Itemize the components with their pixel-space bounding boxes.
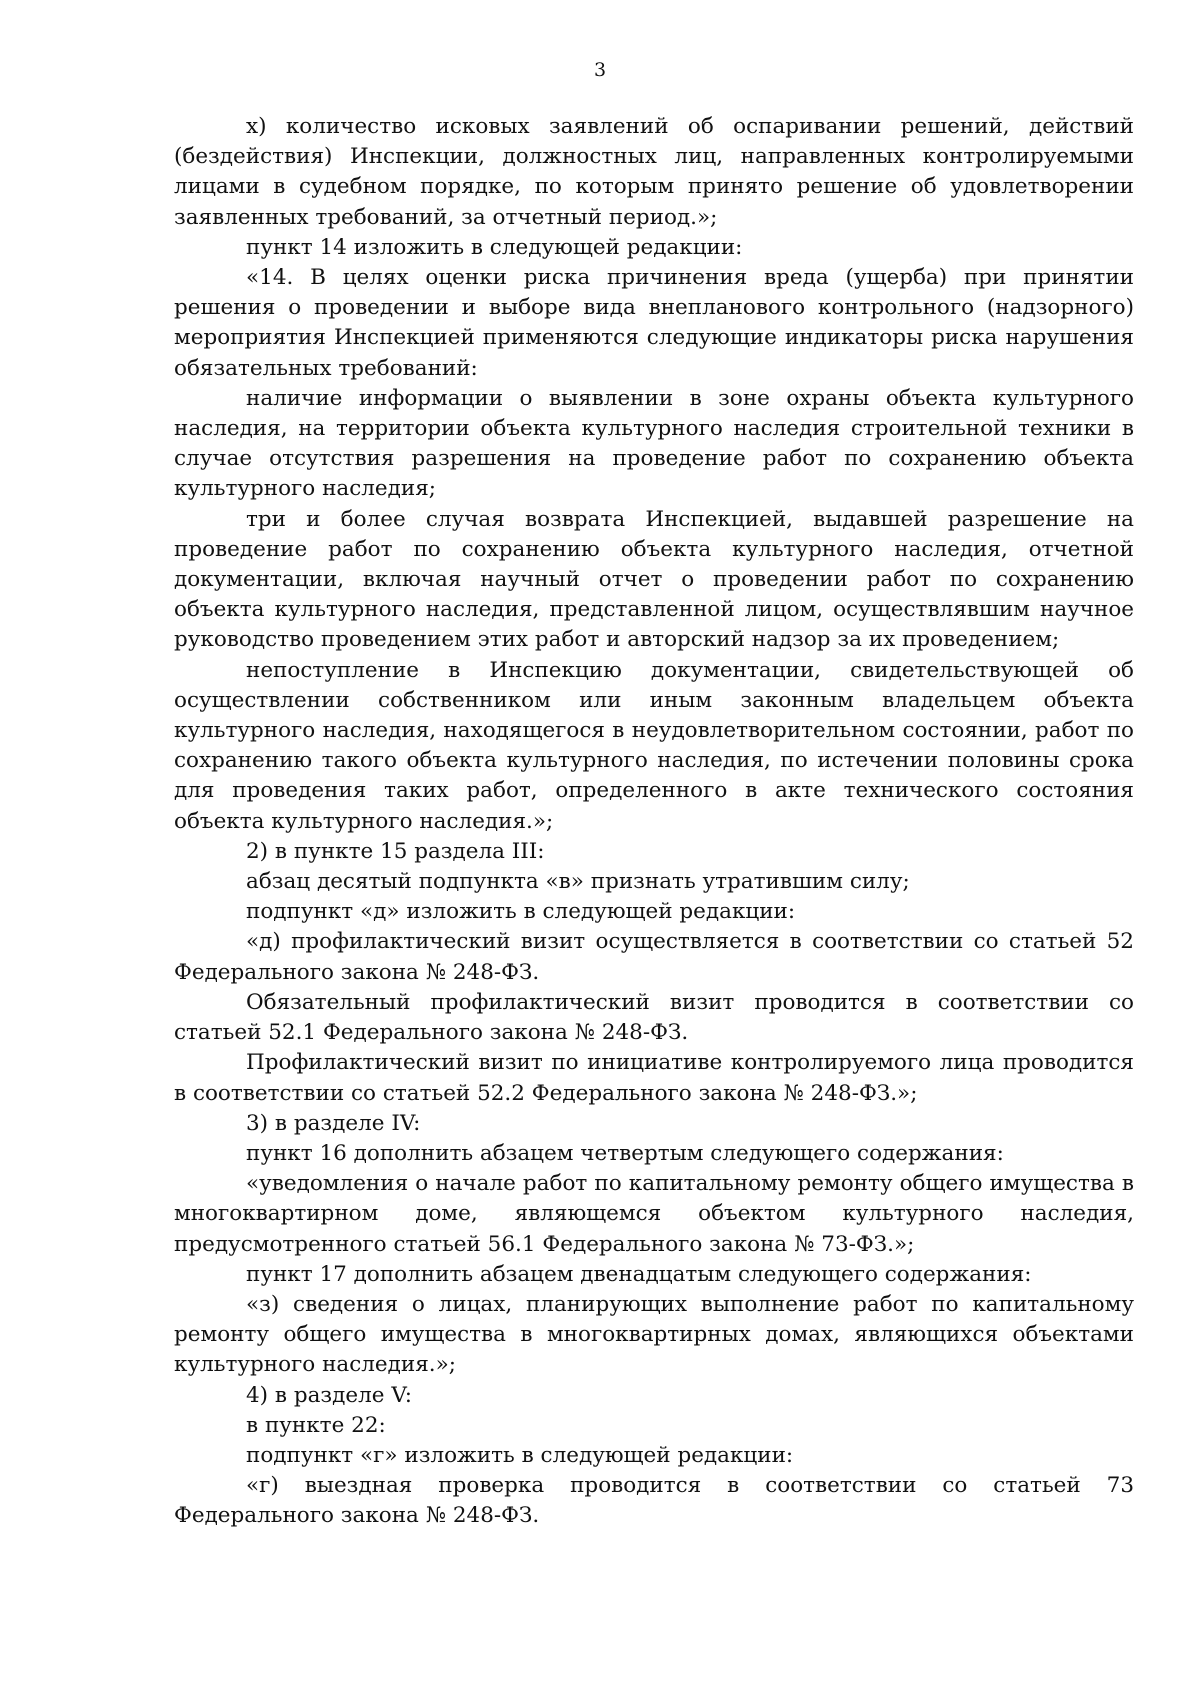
paragraph: «д) профилактический визит осуществляется в соответствии со статьей 52 Федерального закона № 248-ФЗ. [174, 929, 1134, 985]
paragraph: подпункт «д» изложить в следующей редакции: [246, 899, 796, 925]
paragraph: абзац десятый подпункта «в» признать утратившим силу; [246, 869, 910, 895]
paragraph: «з) сведения о лицах, планирующих выполнение работ по капитальному ремонту общего имущества в многоквартирных домах, являющихся объектами культурного наследия.»; [174, 1291, 1134, 1378]
paragraph: наличие информации о выявлении в зоне охраны объекта культурного наследия, на территории объекта культурного наследия строительной техники в случае отсутствия разрешения на проведение работ по сохранению объекта культурного наследия; [174, 385, 1134, 502]
paragraph: пункт 16 дополнить абзацем четвертым следующего содержания: [246, 1140, 1004, 1166]
paragraph: Обязательный профилактический визит проводится в соответствии со статьей 52.1 Федерального закона № 248-ФЗ. [174, 989, 1134, 1046]
paragraph: три и более случая возврата Инспекцией, выдавшей разрешение на проведение работ по сохранению объекта культурного наследия, отчетной документации, включая научный отчет о проведении работ по сохранению объекта культурного наследия, представленной лицом, осуществлявшим научное руководство проведением этих работ и авторский надзор за их проведением; [174, 506, 1134, 653]
paragraph: 3) в разделе IV: [246, 1110, 421, 1136]
paragraph: пункт 14 изложить в следующей редакции: [246, 234, 743, 260]
paragraph: подпункт «г» изложить в следующей редакции: [246, 1442, 794, 1468]
paragraph: Профилактический визит по инициативе контролируемого лица проводится в соответствии со статьей 52.2 Федерального закона № 248-ФЗ.»; [174, 1050, 1134, 1106]
document-body [174, 112, 1134, 1532]
page-number: 3 [593, 59, 607, 81]
paragraph: 4) в разделе V: [246, 1382, 412, 1408]
paragraph: пункт 17 дополнить абзацем двенадцатым следующего содержания: [246, 1261, 1032, 1287]
paragraph: «14. В целях оценки риска причинения вреда (ущерба) при принятии решения о проведении и выборе вида внепланового контрольного (надзорного) мероприятия Инспекцией применяются следующие индикаторы риска нарушения обязательных требований: [174, 265, 1134, 381]
paragraph: «уведомления о начале работ по капитальному ремонту общего имущества в многоквартирном доме, являющемся объектом культурного наследия, предусмотренного статьей 56.1 Федерального закона № 73-ФЗ.»; [174, 1171, 1134, 1257]
paragraph: «г) выездная проверка проводится в соответствии со статьей 73 Федерального закона № 248-ФЗ. [174, 1473, 1134, 1529]
paragraph: 2) в пункте 15 раздела III: [246, 838, 545, 864]
paragraph: в пункте 22: [246, 1412, 386, 1438]
paragraph: непоступление в Инспекцию документации, свидетельствующей об осуществлении собственником или иным законным владельцем объекта культурного наследия, находящегося в неудовлетворительном состоянии, работ по сохранению такого объекта культурного наследия, по истечении половины срока для проведения таких работ, определенного в акте технического состояния объекта культурного наследия.»; [174, 657, 1134, 834]
paragraph: х) количество исковых заявлений об оспаривании решений, действий (бездействия) Инспекции, должностных лиц, направленных контролируемыми лицами в судебном порядке, по которым принято решение об удовлетворении заявленных требований, за отчетный период.»; [174, 114, 1134, 230]
